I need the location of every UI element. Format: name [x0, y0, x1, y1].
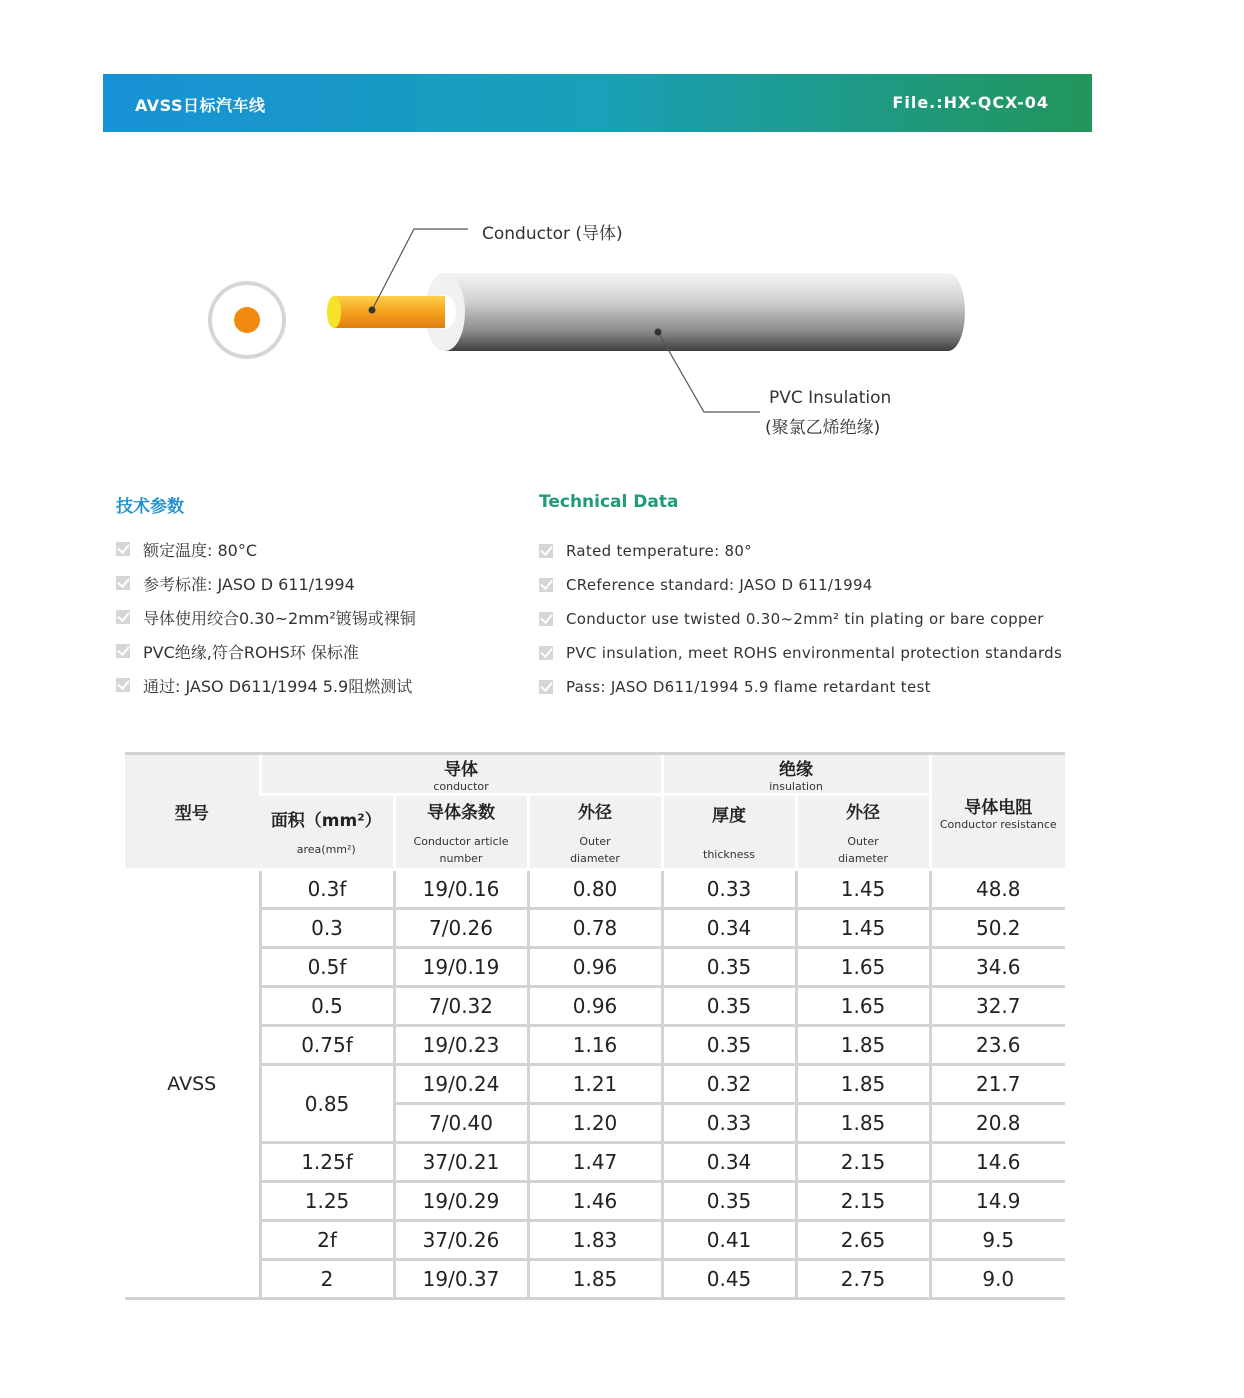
spec-item — [539, 670, 1062, 704]
strands-cell: 37/0.21 — [394, 1143, 528, 1182]
insulation-od-cell: 1.85 — [796, 1104, 930, 1143]
table-row — [125, 1260, 1065, 1299]
spec-item — [116, 532, 416, 566]
spec-text: 参考标准: JASO D 611/1994 — [143, 574, 355, 594]
strands-header: 导体条数 Conductor article number — [394, 795, 528, 870]
strands-cell: 19/0.29 — [394, 1182, 528, 1221]
area-cell: 2 — [260, 1260, 394, 1299]
thickness-cell: 0.33 — [662, 1104, 796, 1143]
table-row — [125, 987, 1065, 1026]
insulation-od-cell: 1.65 — [796, 948, 930, 987]
strands-cell: 19/0.19 — [394, 948, 528, 987]
conductor-od-header: 外径 Outer diameter — [528, 795, 662, 870]
spec-text: PVC绝缘,符合ROHS环 保标准 — [143, 642, 359, 662]
check-icon — [539, 578, 553, 592]
strands-cell: 19/0.24 — [394, 1065, 528, 1104]
insulation-od-cell: 1.45 — [796, 909, 930, 948]
insulation-od-cell: 1.85 — [796, 1065, 930, 1104]
spec-item — [116, 566, 416, 600]
cross-section — [210, 283, 284, 357]
strands-cell: 19/0.23 — [394, 1026, 528, 1065]
resistance-cell: 9.0 — [930, 1260, 1065, 1299]
thickness-cell: 0.35 — [662, 948, 796, 987]
spec-text: 通过: JASO D611/1994 5.9阻燃测试 — [143, 676, 413, 696]
conductor-od-cell: 1.20 — [528, 1104, 662, 1143]
spec-text: 导体使用绞合0.30~2mm²镀锡或裸铜 — [143, 608, 416, 628]
area-header: 面积（mm²） area(mm²) — [260, 795, 394, 870]
area-cell: 0.5 — [260, 987, 394, 1026]
spec-text: PVC insulation, meet ROHS environmental protection standards — [566, 644, 1063, 662]
table-row — [125, 909, 1065, 948]
check-icon — [539, 612, 553, 626]
check-icon — [539, 544, 553, 558]
thickness-cell: 0.33 — [662, 870, 796, 909]
strands-cell: 7/0.40 — [394, 1104, 528, 1143]
check-icon — [116, 610, 130, 624]
spec-text: Pass: JASO D611/1994 5.9 flame retardant test — [566, 678, 931, 696]
spec-text: CReference standard: JASO D 611/1994 — [566, 576, 873, 594]
table-row — [125, 1182, 1065, 1221]
insulation-od-cell: 2.65 — [796, 1221, 930, 1260]
spec-text: Conductor use twisted 0.30~2mm² tin plating or bare copper — [566, 610, 1044, 628]
spec-list-en — [539, 534, 1062, 704]
spec-item — [116, 634, 416, 668]
cable-diagram — [0, 0, 1244, 470]
spec-item — [539, 602, 1062, 636]
area-cell: 1.25 — [260, 1182, 394, 1221]
resistance-cell: 48.8 — [930, 870, 1065, 909]
pvc-insulation — [444, 273, 948, 351]
thickness-cell: 0.41 — [662, 1221, 796, 1260]
insulation-label: PVC Insulation — [769, 388, 892, 408]
check-icon — [539, 680, 553, 694]
tech-params-title-cn: 技术参数 — [116, 497, 184, 517]
insulation-label-cn: (聚氯乙烯绝缘) — [765, 418, 881, 438]
conductor-od-cell: 0.80 — [528, 870, 662, 909]
thickness-cell: 0.45 — [662, 1260, 796, 1299]
area-cell: 0.75f — [260, 1026, 394, 1065]
strands-cell: 37/0.26 — [394, 1221, 528, 1260]
resistance-cell: 14.9 — [930, 1182, 1065, 1221]
spec-list-cn — [116, 532, 416, 702]
insulation-group-header: 绝缘 insulation — [662, 754, 930, 795]
thickness-header: 厚度 thickness — [662, 795, 796, 870]
document-title: AVSS日标汽车线 — [135, 96, 266, 115]
file-number: File.:HX-QCX-04 — [892, 93, 1049, 112]
conductor-od-cell: 1.85 — [528, 1260, 662, 1299]
spec-item — [116, 600, 416, 634]
conductor-od-cell: 1.21 — [528, 1065, 662, 1104]
tech-params-title-en: Technical Data — [539, 492, 679, 512]
spec-item — [539, 568, 1062, 602]
check-icon — [116, 542, 130, 556]
strands-cell: 7/0.32 — [394, 987, 528, 1026]
strands-cell: 7/0.26 — [394, 909, 528, 948]
table-row — [125, 1221, 1065, 1260]
area-cell: 2f — [260, 1221, 394, 1260]
area-cell: 0.85 — [260, 1065, 394, 1143]
model-cell: AVSS — [125, 870, 260, 1299]
model-header: 型号 — [125, 754, 260, 870]
resistance-cell: 50.2 — [930, 909, 1065, 948]
insulation-od-cell: 2.75 — [796, 1260, 930, 1299]
resistance-cell: 9.5 — [930, 1221, 1065, 1260]
conductor-label: Conductor (导体) — [482, 224, 623, 244]
insulation-od-cell: 1.45 — [796, 870, 930, 909]
resistance-cell: 21.7 — [930, 1065, 1065, 1104]
table-row — [125, 870, 1065, 909]
check-icon — [116, 678, 130, 692]
area-cell: 1.25f — [260, 1143, 394, 1182]
spec-text: Rated temperature: 80° — [566, 542, 752, 560]
resistance-cell: 23.6 — [930, 1026, 1065, 1065]
thickness-cell: 0.35 — [662, 987, 796, 1026]
spec-item — [116, 668, 416, 702]
area-cell: 0.3f — [260, 870, 394, 909]
thickness-cell: 0.32 — [662, 1065, 796, 1104]
conductor-od-cell: 1.46 — [528, 1182, 662, 1221]
spec-item — [539, 636, 1062, 670]
spec-item — [539, 534, 1062, 568]
table-row — [125, 1143, 1065, 1182]
spec-text: 额定温度: 80°C — [143, 540, 258, 560]
insulation-od-cell: 2.15 — [796, 1182, 930, 1221]
table-row — [125, 1065, 1065, 1104]
thickness-cell: 0.35 — [662, 1026, 796, 1065]
spec-table — [125, 752, 1065, 1300]
conductor-od-cell: 0.78 — [528, 909, 662, 948]
conductor-od-cell: 1.83 — [528, 1221, 662, 1260]
conductor-od-cell: 1.16 — [528, 1026, 662, 1065]
insulation-od-cell: 1.85 — [796, 1026, 930, 1065]
conductor-group-header: 导体 conductor — [260, 754, 662, 795]
strands-cell: 19/0.16 — [394, 870, 528, 909]
insulation-od-cell: 2.15 — [796, 1143, 930, 1182]
insulation-od-header: 外径 Outer diameter — [796, 795, 930, 870]
area-cell: 0.5f — [260, 948, 394, 987]
conductor-od-cell: 0.96 — [528, 948, 662, 987]
resistance-cell: 34.6 — [930, 948, 1065, 987]
thickness-cell: 0.34 — [662, 1143, 796, 1182]
table-row — [125, 1026, 1065, 1065]
area-cell: 0.3 — [260, 909, 394, 948]
resistance-cell: 32.7 — [930, 987, 1065, 1026]
thickness-cell: 0.34 — [662, 909, 796, 948]
check-icon — [116, 644, 130, 658]
thickness-cell: 0.35 — [662, 1182, 796, 1221]
insulation-od-cell: 1.65 — [796, 987, 930, 1026]
strands-cell: 19/0.37 — [394, 1260, 528, 1299]
table-row — [125, 948, 1065, 987]
conductor-od-cell: 1.47 — [528, 1143, 662, 1182]
conductor-od-cell: 0.96 — [528, 987, 662, 1026]
check-icon — [539, 646, 553, 660]
resistance-cell: 14.6 — [930, 1143, 1065, 1182]
resistance-header: 导体电阻 Conductor resistance — [930, 754, 1065, 870]
conductor-core — [234, 307, 260, 333]
resistance-cell: 20.8 — [930, 1104, 1065, 1143]
check-icon — [116, 576, 130, 590]
